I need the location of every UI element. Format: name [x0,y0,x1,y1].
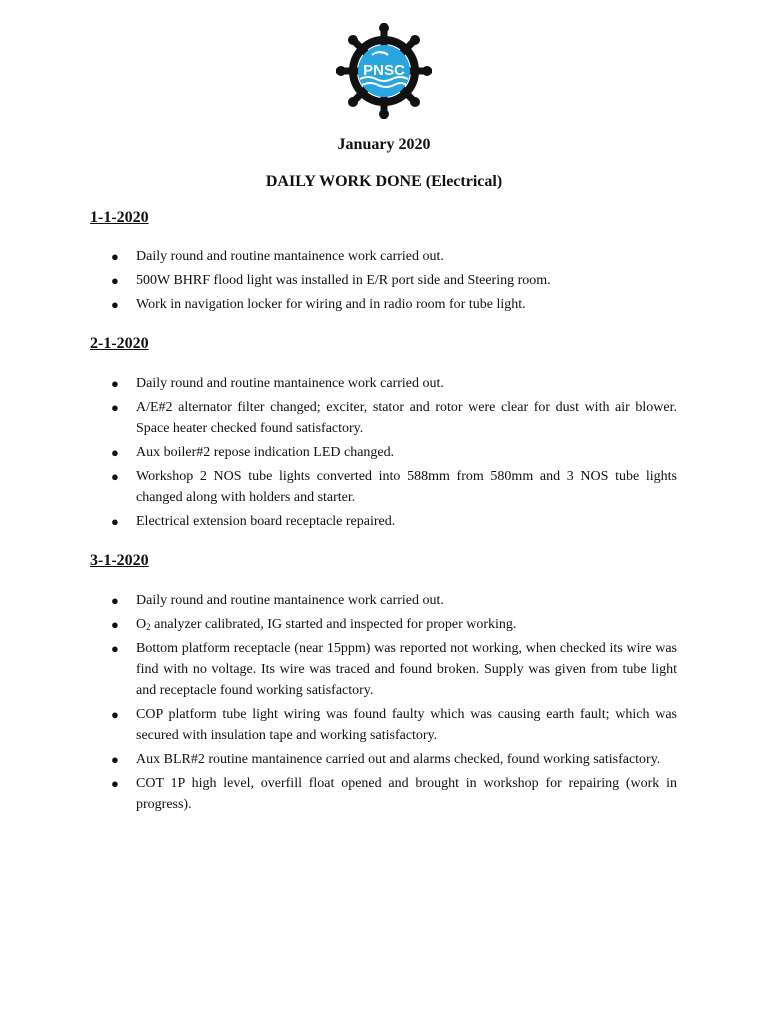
section-list-3 [111,590,677,818]
bullet-icon: ● [111,752,119,767]
list-item: ● Work in navigation locker for wiring and in radio room for tube light. [136,294,677,315]
list-item: ● Daily round and routine mantainence work carried out. [136,373,677,394]
bullet-icon: ● [111,400,119,415]
bullet-icon: ● [111,273,119,288]
bullet-icon: ● [111,297,119,312]
bullet-icon: ● [111,641,119,656]
logo-text: PNSC [363,62,405,79]
bullet-icon: ● [111,445,119,460]
bullet-icon: ● [111,376,119,391]
list-item: ● COT 1P high level, overfill float opened and brought in workshop for repairing (work in progress). [136,773,677,815]
list-item: ● Daily round and routine mantainence work carried out. [136,246,677,267]
list-item: ● 500W BHRF flood light was installed in E/R port side and Steering room. [136,270,677,291]
bullet-icon: ● [111,469,119,484]
bullet-icon: ● [111,707,119,722]
list-item: ● Electrical extension board receptacle repaired. [136,511,677,532]
bullet-icon: ● [111,617,119,632]
list-item: ● Daily round and routine mantainence work carried out. [136,590,677,611]
section-date-2: 2-1-2020 [90,335,149,352]
section-date-3: 3-1-2020 [90,552,149,569]
bullet-icon: ● [111,514,119,529]
list-item: ● Bottom platform receptacle (near 15ppm) was reported not working, when checked its wire was find with no voltage. Its wire was traced and found broken. Supply was given from tube light and receptacle found working satisfactory. [136,638,677,701]
pnsc-logo [336,23,432,119]
list-item: ● $O_2$ analyzer calibrated, IG started and inspected for proper working. [136,614,677,635]
month-heading: January 2020 [337,136,431,153]
bullet-icon: ● [111,249,119,264]
list-item: ● Aux BLR#2 routine mantainence carried out and alarms checked, found working satisfactory. [136,749,677,770]
section-list-2 [111,373,677,535]
list-item: ● Aux boiler#2 repose indication LED changed. [136,442,677,463]
list-item: ● A/E#2 alternator filter changed; exciter, stator and rotor were clear for dust with air blower. Space heater checked found satisfactory. [136,397,677,439]
section-list-1 [111,246,677,318]
ship-wheel-icon [336,23,432,119]
list-item: ● Workshop 2 NOS tube lights converted into 588mm from 580mm and 3 NOS tube lights changed along with holders and starter. [136,466,677,508]
page-title: DAILY WORK DONE (Electrical) [265,173,503,190]
section-date-1: 1-1-2020 [90,209,149,226]
bullet-icon: ● [111,593,119,608]
bullet-icon: ● [111,776,119,791]
list-item: ● COP platform tube light wiring was found faulty which was causing earth fault; which was secured with insulation tape and working satisfactory. [136,704,677,746]
